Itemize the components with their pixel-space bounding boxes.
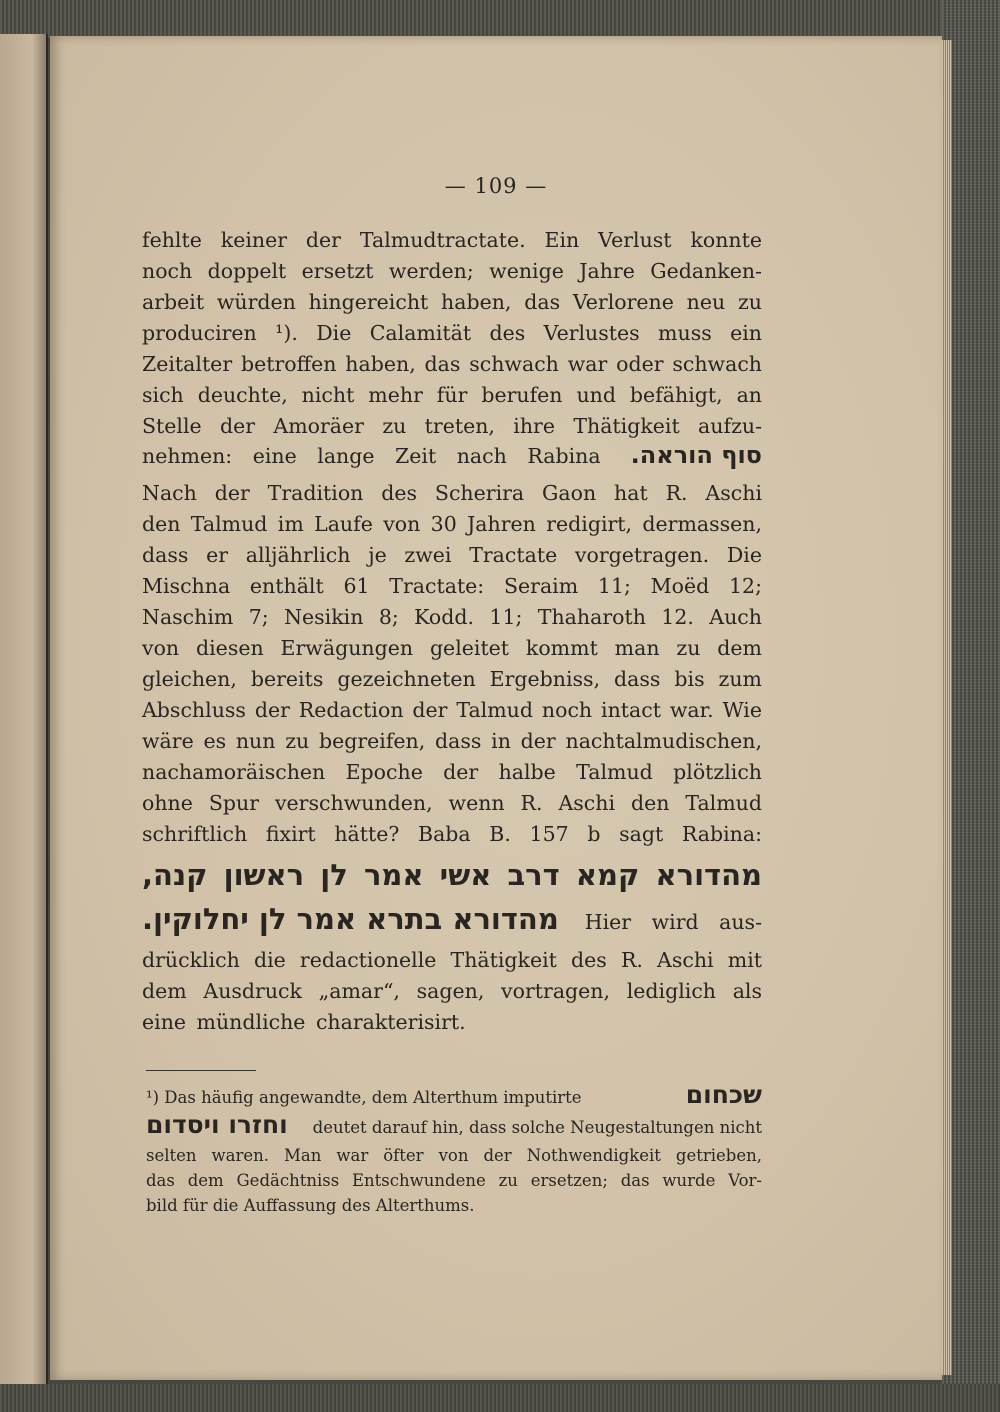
body-line-7: Stelle der Amoräer zu treten, ihre Thätigkeit aufzu- [142, 414, 762, 438]
page-number: — 109 — [444, 174, 548, 198]
body-line-8 [142, 441, 762, 469]
hebrew-quote-line-2-hebrew: מהדורא בתרא אמר לן יחלוקין. [142, 902, 559, 936]
left-page-edge [0, 34, 48, 1384]
body-line-14: von diesen Erwägungen geleitet kommt man zu dem [142, 636, 762, 660]
hebrew-quote-line-2 [142, 902, 762, 936]
footnote-separator [146, 1070, 256, 1071]
binding-cloth-bottom [0, 1384, 1000, 1412]
body-line-5: Zeitalter betroffen haben, das schwach war oder schwach [142, 352, 762, 376]
body-line-9: Nach der Tradition des Scherira Gaon hat R. Aschi [142, 481, 762, 505]
body-line-16: Abschluss der Redaction der Talmud noch intact war. Wie [142, 698, 762, 722]
footnote-line-2 [146, 1110, 762, 1139]
footnote-line-5: bild für die Auffassung des Alterthums. [146, 1196, 475, 1215]
body-line-23: drücklich die redactionelle Thätigkeit des R. Aschi mit [142, 948, 762, 972]
hebrew-quote-line-1: מהדורא קמא דרב אשי אמר לן ראשון קנה, [142, 858, 762, 892]
body-line-20: schriftlich fixirt hätte? Baba B. 157 b sagt Rabina: [142, 822, 762, 846]
body-line-4: produciren ¹). Die Calamität des Verlustes muss ein [142, 321, 762, 345]
book-page [50, 36, 942, 1380]
body-line-11: dass er alljährlich je zwei Tractate vorgetragen. Die [142, 543, 762, 567]
body-line-2: noch doppelt ersetzt werden; wenige Jahre Gedanken- [142, 259, 762, 283]
hebrew-quote-line-2-latin: Hier wird aus- [584, 910, 762, 934]
footnote-line-2-hebrew: וחזרו ויסדום [146, 1110, 288, 1139]
body-line-17: wäre es nun zu begreifen, dass in der nachtalmudischen, [142, 729, 762, 753]
footnote-line-4: das dem Gedächtniss Entschwundene zu ersetzen; das wurde Vor- [146, 1171, 762, 1190]
body-line-12: Mischna enthält 61 Tractate: Seraim 11; Moëd 12; [142, 574, 762, 598]
footnote-line-1-hebrew: שכחום [685, 1080, 762, 1109]
footnote-line-2-latin: deutet darauf hin, dass solche Neugestaltungen nicht [312, 1118, 762, 1137]
binding-cloth-top [0, 0, 1000, 38]
body-line-1: fehlte keiner der Talmudtractate. Ein Verlust konnte [142, 228, 762, 252]
body-line-10: den Talmud im Laufe von 30 Jahren redigirt, dermassen, [142, 512, 762, 536]
body-line-13: Naschim 7; Nesikin 8; Kodd. 11; Thaharoth 12. Auch [142, 605, 762, 629]
body-line-18: nachamoräischen Epoche der halbe Talmud plötzlich [142, 760, 762, 784]
body-line-19: ohne Spur verschwunden, wenn R. Aschi den Talmud [142, 791, 762, 815]
body-line-6: sich deuchte, nicht mehr für berufen und befähigt, an [142, 383, 762, 407]
body-line-24: dem Ausdruck „amar“, sagen, vortragen, lediglich als [142, 979, 762, 1003]
footnote-line-3: selten waren. Man war öfter von der Nothwendigkeit getrieben, [146, 1146, 762, 1165]
footnote-line-1 [146, 1080, 762, 1109]
footnote-line-1-latin: ¹) Das häufig angewandte, dem Alterthum imputirte [146, 1088, 582, 1107]
body-line-25: eine mündliche charakterisirt. [142, 1010, 466, 1034]
body-line-3: arbeit würden hingereicht haben, das Verlorene neu zu [142, 290, 762, 314]
body-line-15: gleichen, bereits gezeichneten Ergebniss, dass bis zum [142, 667, 762, 691]
body-line-8-hebrew: סוף הוראה. [630, 441, 762, 469]
body-line-8-latin: nehmen: eine lange Zeit nach Rabina [142, 444, 601, 468]
